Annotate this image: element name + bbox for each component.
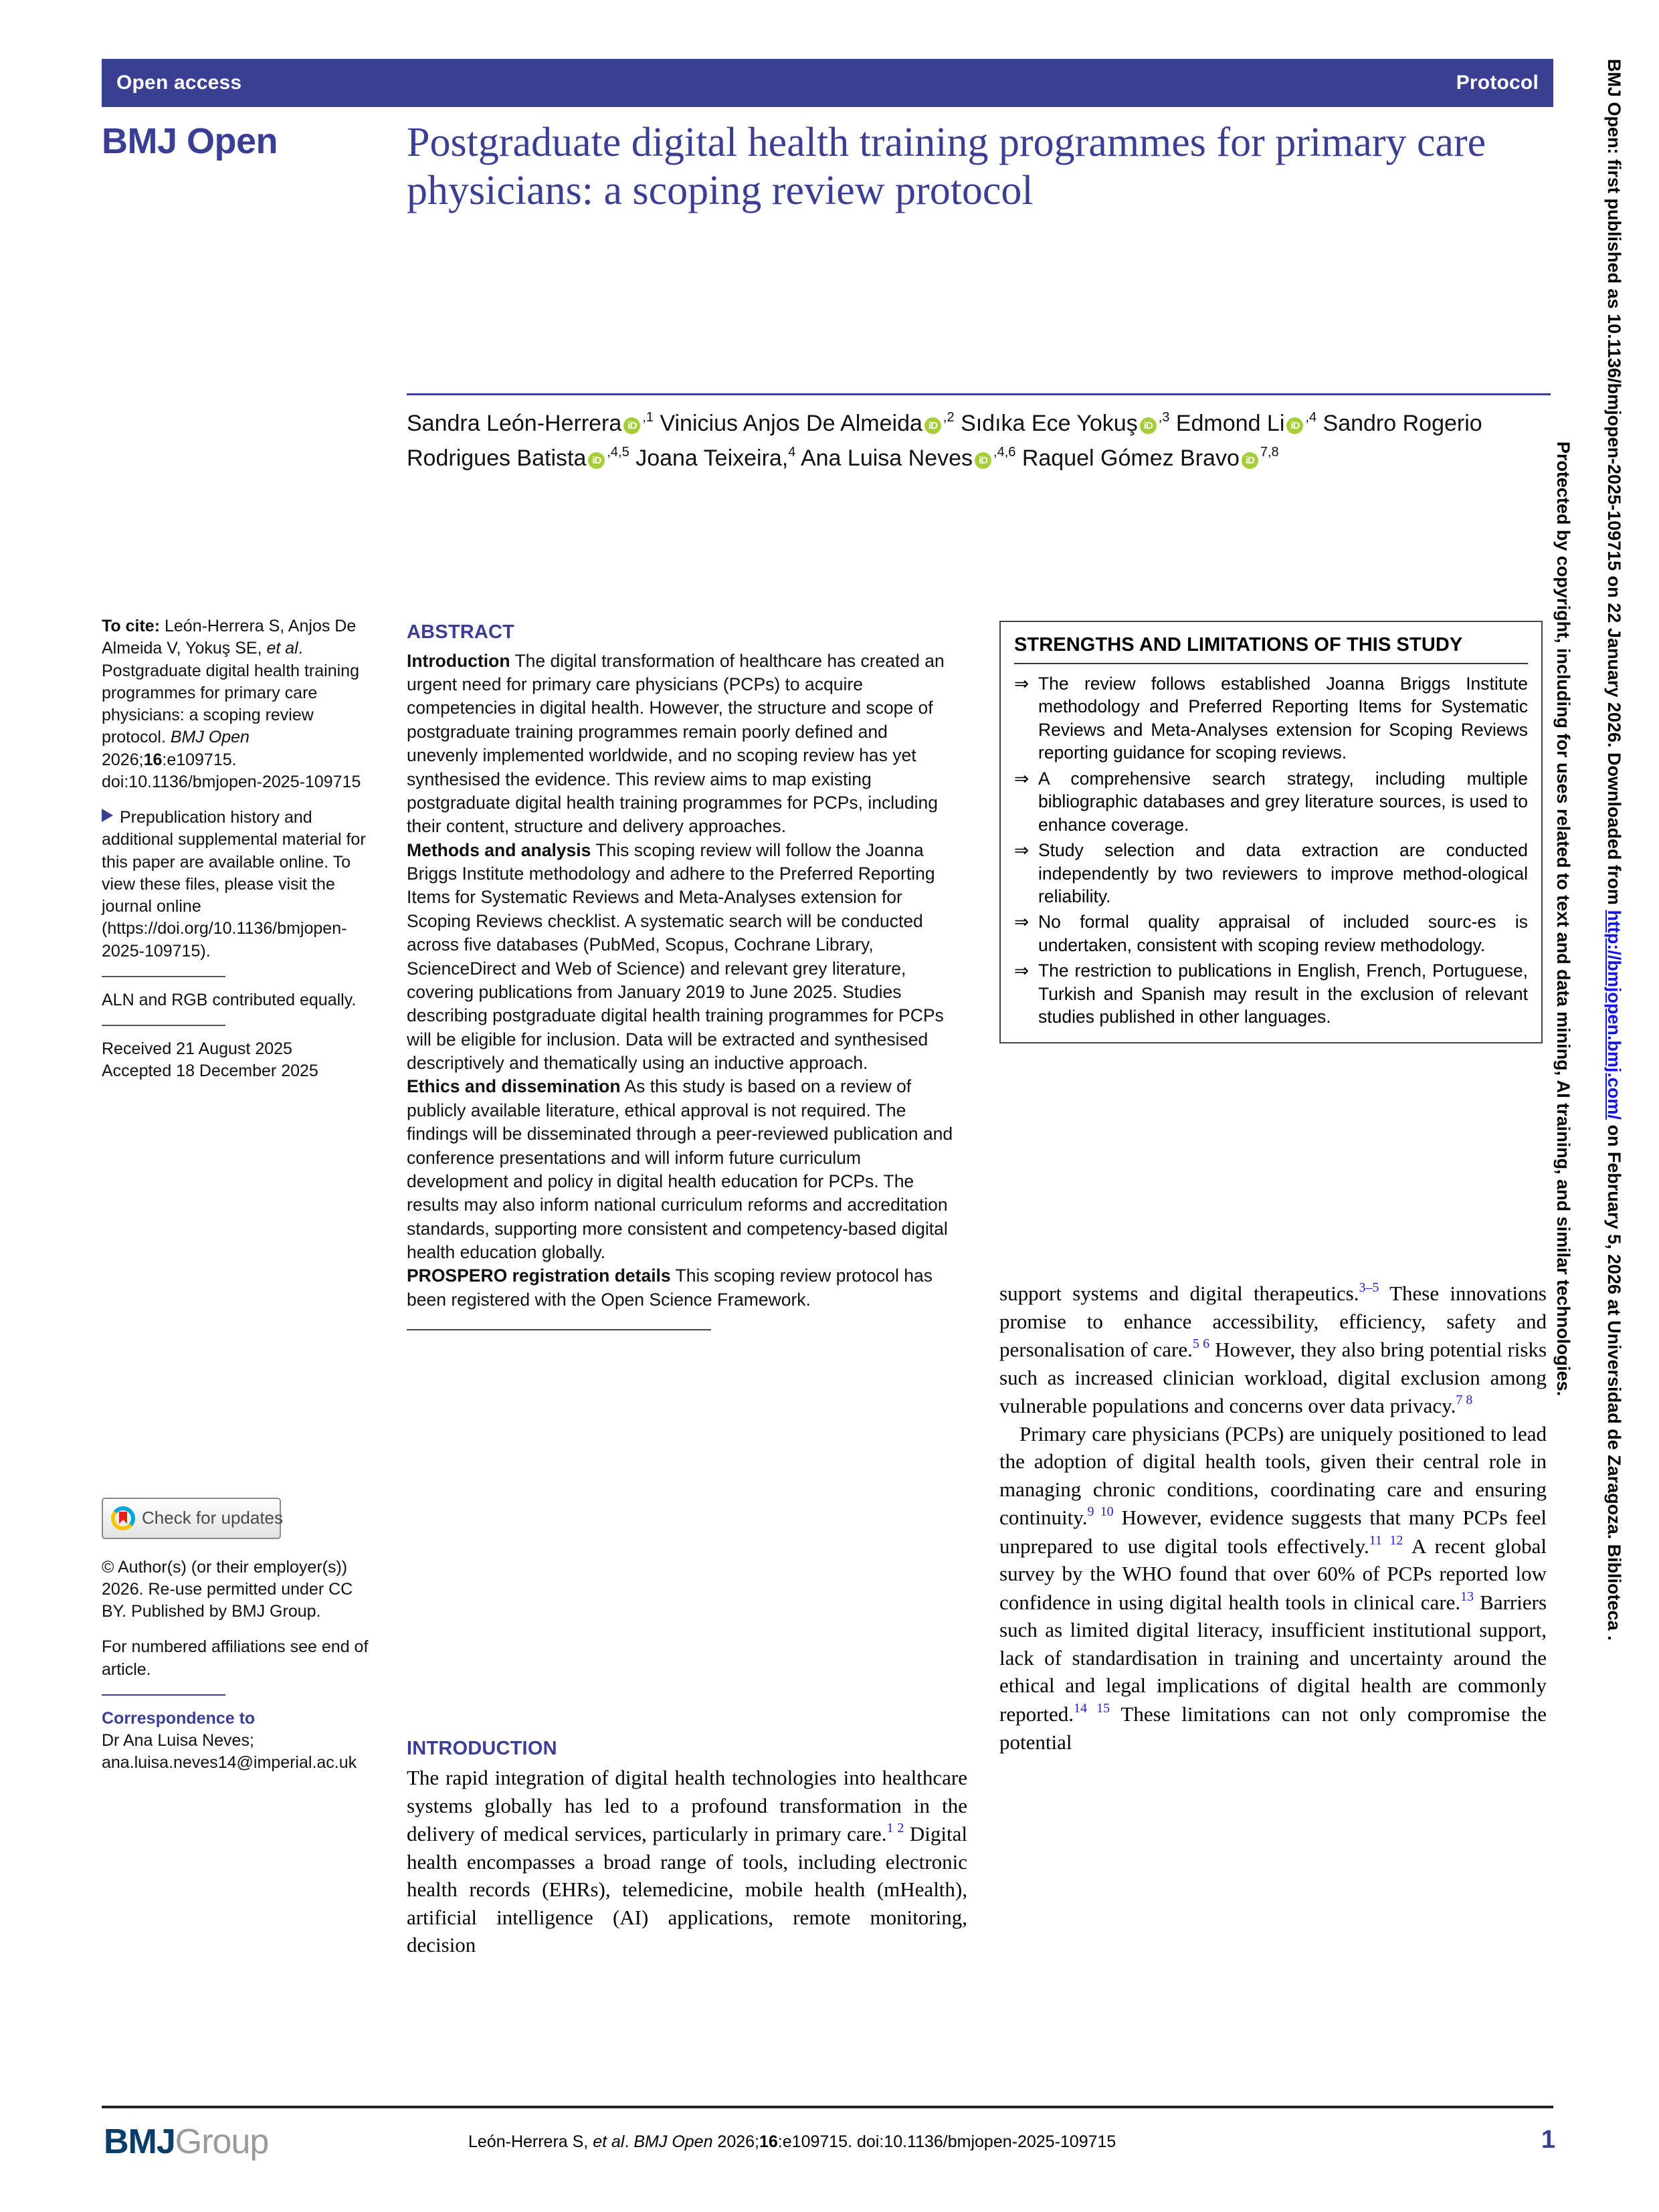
author-name: Vinicius Anjos De Almeida [660, 411, 922, 436]
list-item [1014, 910, 1528, 957]
author-name: Joana Teixeira, [636, 445, 789, 471]
abstract-subsection-text: As this study is based on a review of publicly available literature, ethical approval is not required. The findings will be disseminated through a peer-reviewed publication and conference presentations and will inform future curriculum development and policy in digital health education for PCPs. The results may also inform national curriculum reforms and accreditation standards, supporting more consistent and competency-based digital health education globally. [407, 1076, 953, 1263]
introduction-paragraph [407, 1764, 967, 1959]
list-item-text: Study selection and data extraction are conducted independently by two reviewers to improve method-ological reliability. [1038, 840, 1528, 906]
abstract-subsection-label: Ethics and dissemination [407, 1076, 621, 1097]
strengths-limitations-rule [1014, 663, 1528, 664]
citation-ref[interactable]: 11 12 [1369, 1532, 1403, 1548]
author-name: Edmond Li [1175, 411, 1285, 436]
intro-para-3 [999, 1420, 1547, 1756]
orcid-icon[interactable]: iD [588, 452, 605, 469]
citation-ref[interactable]: 13 [1460, 1589, 1474, 1604]
author-affil-sup: ,2 [943, 410, 955, 425]
title-rule [407, 393, 1551, 395]
orcid-icon[interactable]: iD [924, 417, 941, 434]
footer-citation-b: . [624, 2132, 634, 2151]
bmj-group-logo [104, 2122, 268, 2162]
correspondence-heading: Correspondence to [102, 1708, 256, 1728]
to-cite-label: To cite: [102, 617, 161, 635]
margin-note-copyright: Protected by copyright, including for uses related to text and data mining, AI training, and similar technologies. [1553, 441, 1573, 1397]
author-name: Raquel Gómez Bravo [1021, 445, 1240, 471]
arrow-bullet-icon: ⇒ [1014, 768, 1030, 789]
article-title: Postgraduate digital health training programmes for primary care physicians: a scoping review protocol [407, 120, 1486, 213]
author-affil-sup: ,4,6 [993, 444, 1016, 460]
footer-citation-journal: BMJ Open [633, 2132, 713, 2151]
author-affil-sup: ,4 [1305, 410, 1317, 425]
introduction-heading: INTRODUCTION [407, 1738, 557, 1759]
citation-ref[interactable]: 1 2 [886, 1821, 904, 1836]
orcid-icon[interactable]: iD [1242, 452, 1258, 469]
author-affil-sup: ,3 [1158, 410, 1170, 425]
orcid-icon[interactable]: iD [623, 417, 640, 434]
list-item [1014, 767, 1528, 836]
abstract-subsection-label: PROSPERO registration details [407, 1266, 671, 1286]
intro-text-g: However, evidence suggests that many PCPs feel unprepared to use digital tools effectively. [999, 1506, 1547, 1558]
abstract-subsection [407, 649, 963, 839]
intro-text-b: Digital health encompasses a broad range of tools, including electronic health records (EHRs), telemedicine, mobile health (mHealth), artificial intelligence (AI) applications, remote monitoring, decision [407, 1822, 967, 1957]
intro-text-j: These limitations can not only compromise the potential [999, 1702, 1547, 1754]
to-cite-journal: BMJ Open [170, 728, 250, 747]
affiliations-note: For numbered affiliations see end of article. [102, 1637, 369, 1679]
prepublication-text: Prepublication history and additional supplemental material for this paper are available online. To view these files, please visit the journal online (https://doi.org/10.1136/bmjopen-2025-109715). [102, 808, 366, 961]
margin-note-provenance [1603, 59, 1624, 1641]
footer-citation-volume: 16 [759, 2132, 778, 2151]
triangle-bullet-icon [102, 809, 113, 822]
accepted-date: Accepted 18 December 2025 [102, 1062, 318, 1081]
author-name: Ana Luisa Neves [800, 445, 973, 471]
copyright-note: © Author(s) (or their employer(s)) 2026. Re-use permitted under CC BY. Published by BMJ Group. [102, 1557, 353, 1621]
author-name: Sandro Rogerio Rodrigues Batista [407, 411, 1482, 471]
citation-ref[interactable]: 3–5 [1359, 1280, 1379, 1295]
margin-note-post: on February 5, 2026 at Universidad de Zaragoza. Biblioteca . [1604, 1119, 1624, 1641]
abstract-subsection-text: This scoping review will follow the Joanna Briggs Institute methodology and adhere to the Preferred Reporting Items for Systematic Reviews and Meta-Analyses extension for Scoping Reviews checklist. A systematic search will be conducted across five databases (PubMed, Scopus, Cochrane Library, ScienceDirect and Web of Science) and relevant grey literature, covering publications from January 2019 to June 2025. Studies describing postgraduate digital health training programmes for PCPs will be eligible for inclusion. Data will be extracted and synthesised descriptively and thematically using an inductive approach. [407, 839, 944, 1074]
footer-citation-etal: et al [593, 2132, 625, 2151]
page-number: 1 [1541, 2126, 1555, 2154]
list-item [1014, 959, 1528, 1028]
margin-note-link[interactable]: http://bmjopen.bmj.com/ [1604, 910, 1624, 1120]
group-logo-text: Group [175, 2122, 269, 2161]
author-affil-sup: ,4,5 [607, 444, 629, 460]
intro-text-h: A recent global survey by the WHO found that over 60% of PCPs reported low confidence in using digital health tools in clinical care. [999, 1534, 1547, 1614]
to-cite-volume: 16 [143, 750, 163, 769]
abstract-heading: ABSTRACT [407, 621, 515, 643]
article-metadata-sidebar [102, 615, 369, 1788]
list-item-text: The review follows established Joanna Briggs Institute methodology and Preferred Reporting Items for Systematic Reviews and Meta-Analyses extension for Scoping Reviews reporting guidance for scoping reviews. [1038, 674, 1528, 763]
orcid-icon[interactable]: iD [975, 452, 991, 469]
list-item-text: The restriction to publications in English, French, Portuguese, Turkish and Spanish may result in the exclusion of relevant studies published in other languages. [1038, 961, 1528, 1027]
banner-right-label: Protocol [1456, 72, 1539, 94]
margin-note-pre: BMJ Open: first published as 10.1136/bmjopen-2025-109715 on 22 January 2026. Downloaded from [1604, 59, 1624, 910]
author-affil-sup: ,1 [642, 410, 654, 425]
citation-ref[interactable]: 5 6 [1192, 1336, 1210, 1352]
abstract-section [407, 619, 963, 1330]
footer-rule [102, 2106, 1553, 2108]
abstract-subsection-label: Introduction [407, 650, 510, 671]
citation-ref[interactable]: 9 10 [1087, 1504, 1114, 1520]
strengths-limitations-box [999, 621, 1543, 1043]
prepublication-note [102, 807, 369, 963]
arrow-bullet-icon: ⇒ [1014, 961, 1030, 981]
list-item-text: No formal quality appraisal of included sourc-es is undertaken, consistent with scoping review methodology. [1038, 912, 1528, 955]
abstract-subsection [407, 1075, 963, 1264]
sidebar-divider-blue [102, 1694, 225, 1696]
to-cite-text2: . Postgraduate digital health training programmes for primary care physicians: a scoping review protocol. [102, 639, 359, 747]
equal-contribution-note: ALN and RGB contributed equally. [102, 990, 357, 1009]
citation-ref[interactable]: 7 8 [1456, 1393, 1473, 1408]
to-cite-etal: et al [266, 639, 298, 658]
abstract-subsection-text: This scoping review protocol has been registered with the Open Science Framework. [407, 1266, 933, 1310]
author-name: Sıdıka Ece Yokuş [961, 411, 1138, 436]
sidebar-divider [102, 1025, 225, 1026]
citation-ref[interactable]: 14 15 [1074, 1700, 1110, 1716]
arrow-bullet-icon: ⇒ [1014, 840, 1030, 861]
orcid-icon[interactable]: iD [1286, 417, 1303, 434]
author-name: Sandra León-Herrera [407, 411, 622, 436]
intro-text-f: Primary care physicians (PCPs) are uniquely positioned to lead the adoption of digital health tools, given their central role in managing chronic conditions, coordinating care and ensuring continuity. [999, 1421, 1547, 1530]
intro-para-1 [407, 1764, 967, 1959]
to-cite-doi: :e109715. doi:10.1136/bmjopen-2025-109715 [102, 750, 361, 791]
crossmark-icon [110, 1505, 136, 1532]
banner-left-label: Open access [116, 72, 242, 94]
intro-text-c: support systems and digital therapeutics. [999, 1282, 1359, 1305]
check-for-updates-button[interactable] [102, 1498, 284, 1539]
abstract-subsection-label: Methods and analysis [407, 839, 591, 860]
journal-masthead: BMJ Open [102, 121, 278, 161]
to-cite-block [102, 615, 369, 793]
sidebar-divider [102, 976, 225, 977]
intro-text-e: However, they also bring potential risks such as increased clinician workload, digital exclusion among vulnerable populations and concerns over data privacy. [999, 1338, 1547, 1418]
introduction-right-column [999, 1279, 1547, 1756]
intro-para-2 [999, 1279, 1547, 1420]
author-affil-sup: 7,8 [1260, 444, 1279, 460]
abstract-subsection [407, 839, 963, 1076]
author-affil-sup: 4 [788, 444, 796, 460]
introduction-left-column [407, 1738, 967, 1959]
to-cite-text: León-Herrera S, Anjos De Almeida V, Yokuş SE, [102, 617, 357, 658]
abstract-bottom-rule [407, 1329, 711, 1330]
list-item-text: A comprehensive search strategy, including multiple bibliographic databases and grey literature sources, is used to enhance coverage. [1038, 768, 1528, 835]
abstract-subsection-text: The digital transformation of healthcare has created an urgent need for primary care physicians (PCPs) to acquire competencies in digital health. However, the structure and scope of postgraduate training programmes remain poorly defined and unevenly implemented worldwide, and no scoping review has yet synthesised the evidence. This review aims to map existing postgraduate digital health training programmes for PCPs, including their content, structure and delivery approaches. [407, 650, 945, 837]
footer-citation [468, 2132, 1116, 2152]
footer-citation-a: León-Herrera S, [468, 2132, 593, 2151]
correspondence-body: Dr Ana Luisa Neves; ana.luisa.neves14@imperial.ac.uk [102, 1731, 357, 1773]
footer-citation-d: :e109715. doi:10.1136/bmjopen-2025-109715 [777, 2132, 1116, 2151]
list-item [1014, 672, 1528, 765]
abstract-subsection [407, 1264, 963, 1312]
intro-text-a: The rapid integration of digital health technologies into healthcare systems globally has led to a profound transformation in the delivery of medical services, particularly in primary care. [407, 1766, 967, 1846]
to-cite-volume-pre: 2026; [102, 750, 144, 769]
orcid-icon[interactable]: iD [1140, 417, 1157, 434]
bmj-logo-text: BMJ [104, 2122, 175, 2161]
arrow-bullet-icon: ⇒ [1014, 674, 1030, 694]
footer-citation-c: 2026; [712, 2132, 759, 2151]
intro-text-d: These innovations promise to enhance accessibility, efficiency, safety and personalisation of care. [999, 1282, 1547, 1362]
list-item [1014, 839, 1528, 908]
intro-text-i: Barriers such as limited digital literacy, insufficient institutional support, lack of standardisation in training and uncertainty around the ethical and legal implications of digital health are commonly reported. [999, 1590, 1547, 1726]
arrow-bullet-icon: ⇒ [1014, 912, 1030, 932]
check-for-updates-label: Check for updates [142, 1508, 284, 1528]
open-access-banner [102, 59, 1553, 107]
author-list [407, 407, 1557, 476]
strengths-limitations-title: STRENGTHS AND LIMITATIONS OF THIS STUDY [1014, 634, 1463, 656]
received-date: Received 21 August 2025 [102, 1039, 292, 1058]
